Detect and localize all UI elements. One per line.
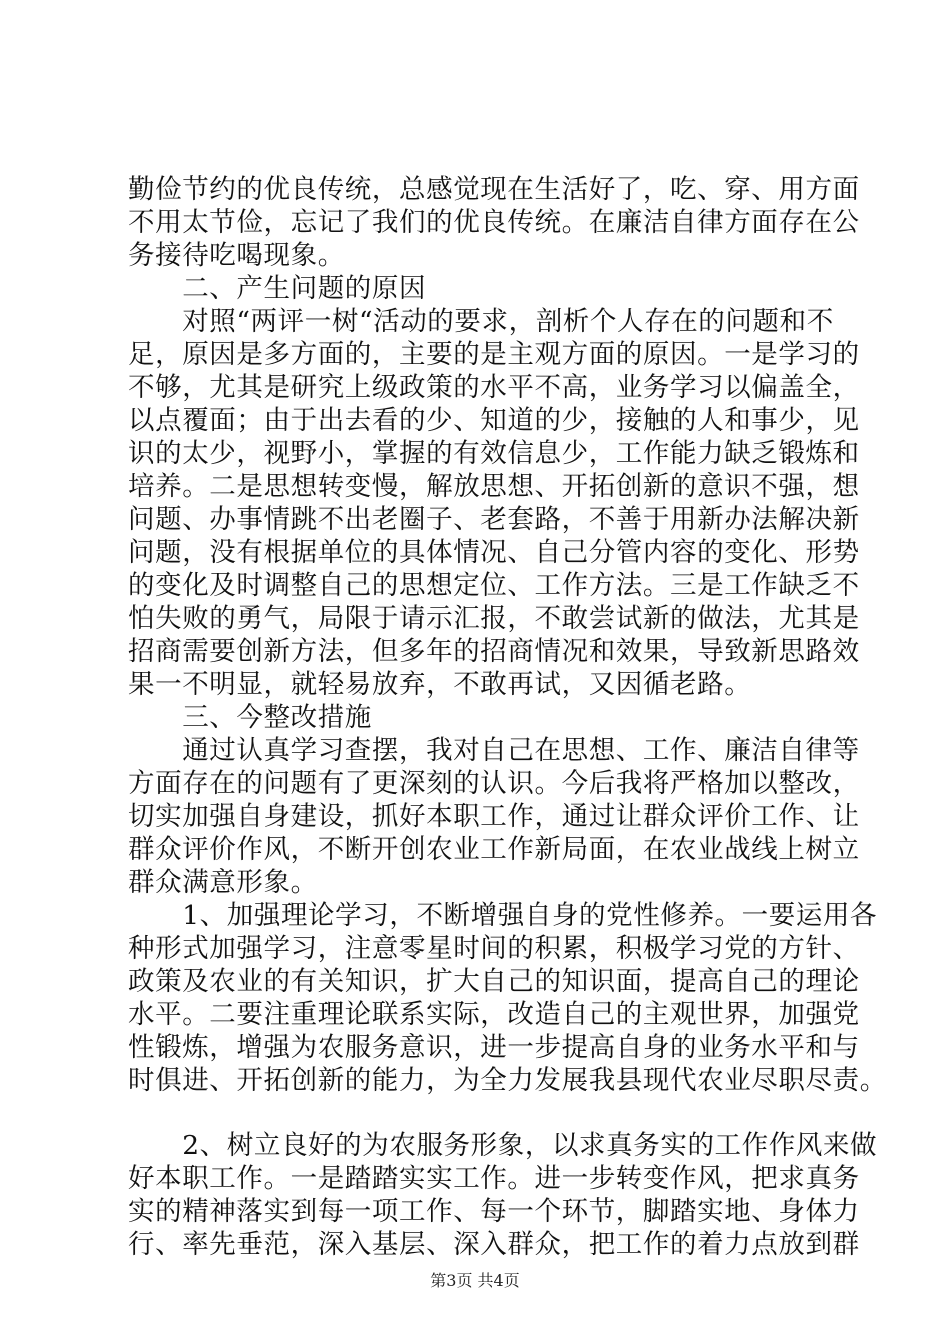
text-line: 性锻炼，增强为农服务意识，进一步提高自身的业务水平和与 bbox=[128, 1032, 860, 1063]
text-line: 问题，没有根据单位的具体情况、自己分管内容的变化、形势 bbox=[128, 537, 860, 568]
section-heading: 二、产生问题的原因 bbox=[128, 273, 427, 304]
text-line: 足，原因是多方面的，主要的是主观方面的原因。一是学习的 bbox=[128, 339, 860, 370]
text-line: 水平。二要注重理论联系实际，改造自己的主观世界，加强党 bbox=[128, 999, 860, 1030]
text-line: 群众评价作风，不断开创农业工作新局面，在农业战线上树立 bbox=[128, 834, 860, 865]
text-line: 怕失败的勇气，局限于请示汇报，不敢尝试新的做法，尤其是 bbox=[128, 603, 860, 634]
text-line: 问题、办事情跳不出老圈子、老套路，不善于用新办法解决新 bbox=[128, 504, 860, 535]
text-line: 果一不明显，就轻易放弃，不敢再试，又因循老路。 bbox=[128, 669, 752, 700]
text-line: 招商需要创新方法，但多年的招商情况和效果，导致新思路效 bbox=[128, 636, 860, 667]
text-line: 通过认真学习查摆，我对自己在思想、工作、廉洁自律等 bbox=[128, 735, 860, 766]
text-line: 切实加强自身建设，抓好本职工作，通过让群众评价工作、让 bbox=[128, 801, 860, 832]
text-line: 1、加强理论学习，不断增强自身的党性修养。一要运用各 bbox=[128, 900, 878, 931]
page-number-footer: 第3页 共4页 bbox=[430, 1271, 520, 1290]
text-line: 勤俭节约的优良传统，总感觉现在生活好了，吃、穿、用方面 bbox=[128, 174, 860, 205]
text-line: 识的太少，视野小，掌握的有效信息少，工作能力缺乏锻炼和 bbox=[128, 438, 860, 469]
text-line: 方面存在的问题有了更深刻的认识。今后我将严格加以整改， bbox=[128, 768, 860, 799]
text-line: 政策及农业的有关知识，扩大自己的知识面，提高自己的理论 bbox=[128, 966, 860, 997]
text-line: 以点覆面；由于出去看的少、知道的少，接触的人和事少，见 bbox=[128, 405, 860, 436]
text-line: 群众满意形象。 bbox=[128, 867, 318, 898]
text-line: 2、树立良好的为农服务形象，以求真务实的工作作风来做 bbox=[128, 1130, 878, 1161]
text-line: 实的精神落实到每一项工作、每一个环节，脚踏实地、身体力 bbox=[128, 1196, 860, 1227]
text-line: 种形式加强学习，注意零星时间的积累，积极学习党的方针、 bbox=[128, 933, 860, 964]
section-heading: 三、今整改措施 bbox=[128, 702, 372, 733]
text-line: 行、率先垂范，深入基层、深入群众，把工作的着力点放到群 bbox=[128, 1229, 860, 1260]
text-line: 对照“两评一树“活动的要求，剖析个人存在的问题和不 bbox=[128, 306, 834, 337]
text-line: 不够，尤其是研究上级政策的水平不高，业务学习以偏盖全， bbox=[128, 372, 860, 403]
text-line: 时俱进、开拓创新的能力，为全力发展我县现代农业尽职尽责。 bbox=[128, 1065, 887, 1096]
text-line: 好本职工作。一是踏踏实实工作。进一步转变作风，把求真务 bbox=[128, 1163, 860, 1194]
text-line: 务接待吃喝现象。 bbox=[128, 240, 345, 271]
text-line: 的变化及时调整自己的思想定位、工作方法。三是工作缺乏不 bbox=[128, 570, 860, 601]
text-line: 培养。二是思想转变慢，解放思想、开拓创新的意识不强，想 bbox=[128, 471, 860, 502]
text-line: 不用太节俭，忘记了我们的优良传统。在廉洁自律方面存在公 bbox=[128, 207, 860, 238]
